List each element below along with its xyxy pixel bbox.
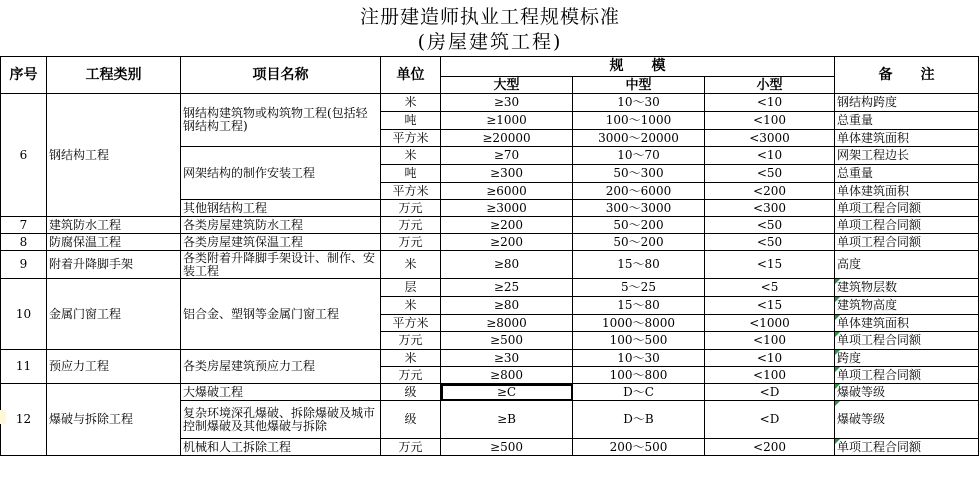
cell-large[interactable]: ≥80 bbox=[441, 297, 573, 315]
cell-remark[interactable]: 跨度 bbox=[835, 350, 979, 367]
cell-remark[interactable]: 总重量 bbox=[835, 112, 979, 130]
cell-remark[interactable]: 单项工程合同额 bbox=[835, 200, 979, 217]
table-row bbox=[1, 384, 979, 401]
cell-small[interactable]: <1000 bbox=[705, 315, 835, 332]
page-title: 注册建造师执业工程规模标准 bbox=[359, 6, 620, 28]
cell-small[interactable]: <D bbox=[705, 401, 835, 439]
cell-unit[interactable]: 万元 bbox=[381, 367, 441, 384]
cell-medium[interactable]: 200～500 bbox=[573, 439, 705, 456]
cell-medium[interactable]: 15～80 bbox=[573, 297, 705, 315]
cell-large[interactable]: ≥500 bbox=[441, 439, 573, 456]
header-seq[interactable]: 序号 bbox=[1, 57, 47, 94]
cell-unit[interactable]: 万元 bbox=[381, 439, 441, 456]
header-small[interactable]: 小型 bbox=[705, 77, 835, 94]
cell-small[interactable]: <100 bbox=[705, 332, 835, 350]
cell-remark[interactable]: 单体建筑面积 bbox=[835, 130, 979, 147]
cell-small[interactable]: <50 bbox=[705, 217, 835, 234]
cell-medium[interactable]: 100～500 bbox=[573, 332, 705, 350]
cell-large[interactable]: ≥1000 bbox=[441, 112, 573, 130]
cell-remark[interactable]: 单体建筑面积 bbox=[835, 315, 979, 332]
cell-small[interactable]: <3000 bbox=[705, 130, 835, 147]
cell-seq[interactable]: 7 bbox=[1, 217, 47, 234]
cell-large[interactable]: ≥6000 bbox=[441, 183, 573, 200]
table-row bbox=[1, 251, 979, 279]
cell-item-name[interactable]: 其他钢结构工程 bbox=[181, 200, 381, 217]
cell-remark[interactable]: 建筑物高度 bbox=[835, 297, 979, 315]
cell-medium[interactable]: 100～800 bbox=[573, 367, 705, 384]
cell-unit[interactable]: 吨 bbox=[381, 112, 441, 130]
cell-item-name[interactable]: 复杂环境深孔爆破、拆除爆破及城市控制爆破及其他爆破与拆除 bbox=[181, 401, 381, 439]
cell-medium[interactable]: D～B bbox=[573, 401, 705, 439]
cell-unit[interactable]: 米 bbox=[381, 251, 441, 279]
cell-medium[interactable]: 50～200 bbox=[573, 217, 705, 234]
cell-medium[interactable]: 200～6000 bbox=[573, 183, 705, 200]
cell-item-name[interactable]: 各类房屋建筑保温工程 bbox=[181, 234, 381, 251]
table-row bbox=[1, 94, 979, 112]
cell-remark[interactable]: 爆破等级 bbox=[835, 401, 979, 439]
cell-small[interactable]: <200 bbox=[705, 183, 835, 200]
cell-category[interactable]: 钢结构工程 bbox=[47, 94, 181, 217]
cell-unit[interactable]: 万元 bbox=[381, 217, 441, 234]
cell-large[interactable]: ≥20000 bbox=[441, 130, 573, 147]
cell-large[interactable]: ≥25 bbox=[441, 279, 573, 297]
cell-small[interactable]: <50 bbox=[705, 165, 835, 183]
header-unit[interactable]: 单位 bbox=[381, 57, 441, 94]
cell-unit[interactable]: 平方米 bbox=[381, 130, 441, 147]
cell-medium[interactable]: 50～200 bbox=[573, 234, 705, 251]
cell-small[interactable]: <300 bbox=[705, 200, 835, 217]
cell-large[interactable]: ≥300 bbox=[441, 165, 573, 183]
cell-category[interactable]: 附着升降脚手架 bbox=[47, 251, 181, 279]
cell-seq[interactable]: 12 bbox=[1, 384, 47, 456]
cell-item-name[interactable]: 各类附着升降脚手架设计、制作、安装工程 bbox=[181, 251, 381, 279]
header-large[interactable]: 大型 bbox=[441, 77, 573, 94]
cell-small[interactable]: <5 bbox=[705, 279, 835, 297]
cell-unit[interactable]: 米 bbox=[381, 297, 441, 315]
cell-unit[interactable]: 米 bbox=[381, 147, 441, 165]
cell-seq[interactable]: 10 bbox=[1, 279, 47, 350]
scale-standard-table bbox=[0, 56, 979, 456]
cell-small[interactable]: <10 bbox=[705, 147, 835, 165]
cell-unit[interactable]: 平方米 bbox=[381, 315, 441, 332]
cell-seq[interactable]: 9 bbox=[1, 251, 47, 279]
cell-small[interactable]: <100 bbox=[705, 367, 835, 384]
header-category[interactable]: 工程类别 bbox=[47, 57, 181, 94]
cell-medium[interactable]: 10～70 bbox=[573, 147, 705, 165]
cell-category[interactable]: 建筑防水工程 bbox=[47, 217, 181, 234]
cell-unit[interactable]: 万元 bbox=[381, 200, 441, 217]
cell-category[interactable]: 防腐保温工程 bbox=[47, 234, 181, 251]
cell-large[interactable]: ≥70 bbox=[441, 147, 573, 165]
cell-seq[interactable]: 8 bbox=[1, 234, 47, 251]
cell-unit[interactable]: 层 bbox=[381, 279, 441, 297]
cell-unit[interactable]: 米 bbox=[381, 94, 441, 112]
header-medium[interactable]: 中型 bbox=[573, 77, 705, 94]
cell-unit[interactable]: 米 bbox=[381, 350, 441, 367]
cell-remark[interactable]: 单体建筑面积 bbox=[835, 183, 979, 200]
cell-seq[interactable]: 6 bbox=[1, 94, 47, 217]
cell-unit[interactable]: 平方米 bbox=[381, 183, 441, 200]
cell-remark[interactable]: 单项工程合同额 bbox=[835, 332, 979, 350]
cell-large[interactable]: ≥B bbox=[441, 401, 573, 439]
cell-small[interactable]: <10 bbox=[705, 94, 835, 112]
cell-medium[interactable]: 15～80 bbox=[573, 251, 705, 279]
cell-unit[interactable]: 吨 bbox=[381, 165, 441, 183]
cell-medium[interactable]: 1000～8000 bbox=[573, 315, 705, 332]
cell-large[interactable]: ≥30 bbox=[441, 350, 573, 367]
cell-large[interactable]: ≥3000 bbox=[441, 200, 573, 217]
cell-large[interactable]: ≥500 bbox=[441, 332, 573, 350]
cell-medium[interactable]: 10～30 bbox=[573, 94, 705, 112]
cell-large[interactable]: ≥200 bbox=[441, 217, 573, 234]
cell-unit[interactable]: 万元 bbox=[381, 234, 441, 251]
row-indicator bbox=[0, 410, 6, 424]
cell-unit[interactable]: 万元 bbox=[381, 332, 441, 350]
cell-item-name[interactable]: 网架结构的制作安装工程 bbox=[181, 147, 381, 200]
cell-item-name[interactable]: 铝合金、塑钢等金属门窗工程 bbox=[181, 279, 381, 350]
cell-item-name[interactable]: 钢结构建筑物或构筑物工程(包括轻钢结构工程) bbox=[181, 94, 381, 147]
cell-large[interactable]: ≥200 bbox=[441, 234, 573, 251]
cell-small[interactable]: <10 bbox=[705, 350, 835, 367]
cell-category[interactable]: 金属门窗工程 bbox=[47, 279, 181, 350]
cell-large[interactable]: ≥800 bbox=[441, 367, 573, 384]
cell-remark[interactable]: 爆破等级 bbox=[835, 384, 979, 401]
cell-item-name[interactable]: 各类房屋建筑预应力工程 bbox=[181, 350, 381, 384]
cell-medium[interactable]: D～C bbox=[573, 384, 705, 401]
cell-remark[interactable]: 建筑物层数 bbox=[835, 279, 979, 297]
cell-remark[interactable]: 单项工程合同额 bbox=[835, 367, 979, 384]
cell-small[interactable]: <D bbox=[705, 384, 835, 401]
cell-medium[interactable]: 300～3000 bbox=[573, 200, 705, 217]
cell-item-name[interactable]: 机械和人工拆除工程 bbox=[181, 439, 381, 456]
cell-small[interactable]: <15 bbox=[705, 297, 835, 315]
header-item[interactable]: 项目名称 bbox=[181, 57, 381, 94]
cell-remark[interactable]: 高度 bbox=[835, 251, 979, 279]
table-row bbox=[1, 350, 979, 367]
table-body bbox=[1, 94, 979, 456]
cell-small[interactable]: <100 bbox=[705, 112, 835, 130]
cell-medium[interactable]: 3000～20000 bbox=[573, 130, 705, 147]
table-row bbox=[1, 217, 979, 234]
cell-large[interactable]: ≥C bbox=[441, 384, 573, 401]
page-subtitle: (房屋建筑工程) bbox=[417, 31, 563, 53]
cell-small[interactable]: <50 bbox=[705, 234, 835, 251]
cell-small[interactable]: <15 bbox=[705, 251, 835, 279]
cell-remark[interactable]: 单项工程合同额 bbox=[835, 234, 979, 251]
cell-large[interactable]: ≥8000 bbox=[441, 315, 573, 332]
cell-remark[interactable]: 单项工程合同额 bbox=[835, 217, 979, 234]
cell-category[interactable]: 爆破与拆除工程 bbox=[47, 384, 181, 456]
cell-item-name[interactable]: 各类房屋建筑防水工程 bbox=[181, 217, 381, 234]
cell-medium[interactable]: 50～300 bbox=[573, 165, 705, 183]
cell-remark[interactable]: 总重量 bbox=[835, 165, 979, 183]
cell-small[interactable]: <200 bbox=[705, 439, 835, 456]
cell-seq[interactable]: 11 bbox=[1, 350, 47, 384]
cell-remark[interactable]: 钢结构跨度 bbox=[835, 94, 979, 112]
cell-remark[interactable]: 单项工程合同额 bbox=[835, 439, 979, 456]
cell-unit[interactable]: 级 bbox=[381, 384, 441, 401]
header-remark[interactable]: 备 注 bbox=[835, 57, 979, 94]
cell-category[interactable]: 预应力工程 bbox=[47, 350, 181, 384]
table-row bbox=[1, 279, 979, 297]
cell-item-name[interactable]: 大爆破工程 bbox=[181, 384, 381, 401]
table-row bbox=[1, 234, 979, 251]
cell-unit[interactable]: 级 bbox=[381, 401, 441, 439]
cell-medium[interactable]: 5～25 bbox=[573, 279, 705, 297]
cell-large[interactable]: ≥80 bbox=[441, 251, 573, 279]
cell-medium[interactable]: 100～1000 bbox=[573, 112, 705, 130]
header-scale[interactable]: 规 模 bbox=[441, 57, 835, 77]
cell-medium[interactable]: 10～30 bbox=[573, 350, 705, 367]
cell-large[interactable]: ≥30 bbox=[441, 94, 573, 112]
cell-remark[interactable]: 网架工程边长 bbox=[835, 147, 979, 165]
